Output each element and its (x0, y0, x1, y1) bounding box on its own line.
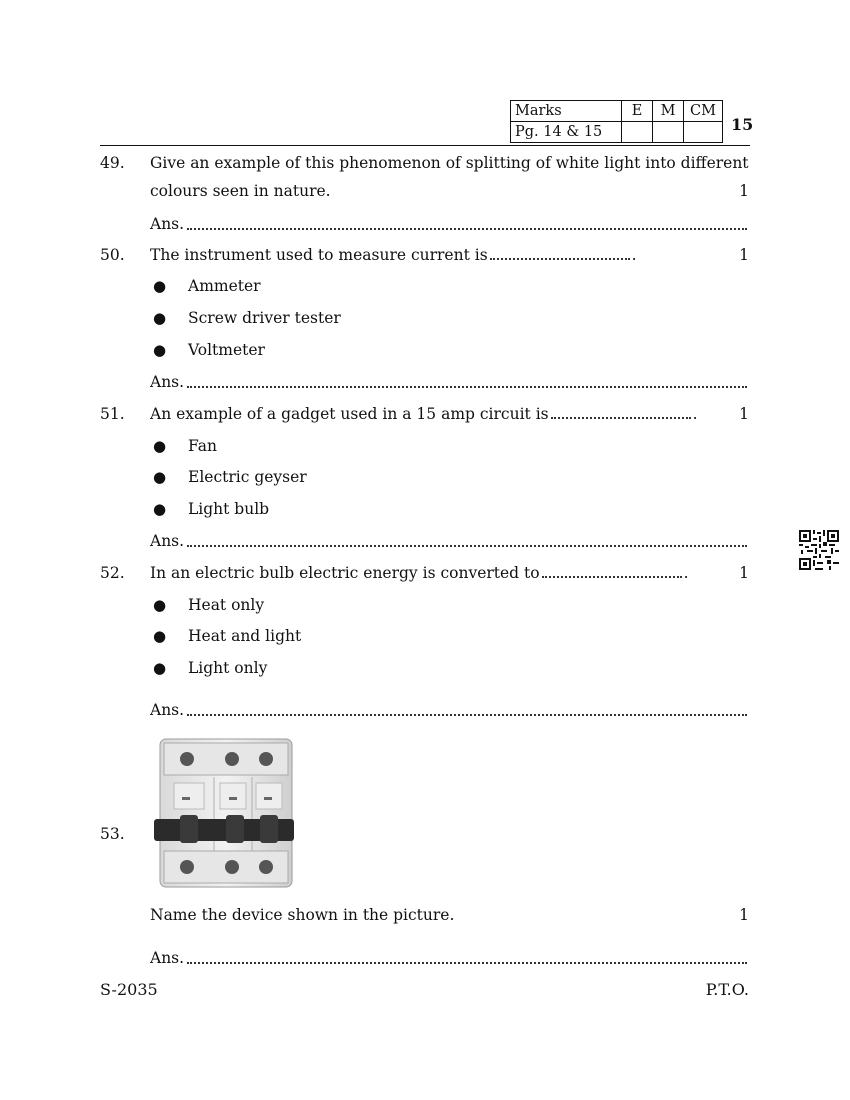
answer-line[interactable] (150, 531, 747, 551)
question-text: The instrument used to measure current is . (150, 246, 637, 264)
answer-label: Ans. (150, 949, 185, 967)
answer-line[interactable] (150, 948, 747, 968)
answer-label: Ans. (150, 532, 185, 550)
answer-label: Ans. (150, 373, 185, 391)
option-label: Voltmeter (188, 341, 265, 359)
question-number: 49. (100, 154, 125, 172)
col-cm-header: CM (684, 101, 723, 122)
option-label: Light only (188, 659, 268, 677)
col-cm-cell (684, 122, 723, 143)
col-m-header: M (653, 101, 684, 122)
bullet-icon: ● (153, 341, 167, 359)
option-label: Heat and light (188, 627, 302, 645)
col-e-cell (622, 122, 653, 143)
answer-line[interactable] (150, 214, 747, 234)
please-turn-over: P.T.O. (705, 980, 749, 999)
bullet-icon: ● (153, 500, 167, 518)
question-marks: 1 (739, 906, 749, 924)
marks-table (510, 100, 723, 143)
answer-label: Ans. (150, 215, 185, 233)
bullet-icon: ● (153, 468, 167, 486)
option-label: Heat only (188, 596, 265, 614)
question-text: An example of a gadget used in a 15 amp circuit is . (150, 405, 698, 423)
question-marks: 1 (739, 182, 749, 200)
question-text: Name the device shown in the picture. (150, 906, 455, 924)
paper-code: S-2035 (100, 980, 158, 999)
col-e-header: E (622, 101, 653, 122)
bullet-icon: ● (153, 437, 167, 455)
question-marks: 1 (739, 246, 749, 264)
circuit-breaker-image (152, 733, 297, 893)
bullet-icon: ● (153, 277, 167, 295)
option-label: Ammeter (188, 277, 261, 295)
question-number: 52. (100, 564, 125, 582)
page-number: 15 (731, 115, 754, 134)
bullet-icon: ● (153, 309, 167, 327)
option-label: Screw driver tester (188, 309, 341, 327)
question-text-continued: colours seen in nature. (150, 182, 331, 200)
option-label: Light bulb (188, 500, 270, 518)
bullet-icon: ● (153, 627, 167, 645)
question-text: In an electric bulb electric energy is converted to . (150, 564, 689, 582)
qr-code-icon (799, 530, 839, 570)
answer-line[interactable] (150, 372, 747, 392)
question-marks: 1 (739, 405, 749, 423)
option-label: Fan (188, 437, 217, 455)
bullet-icon: ● (153, 596, 167, 614)
header-rule (100, 145, 750, 146)
marks-label: Marks (511, 101, 622, 122)
option-label: Electric geyser (188, 468, 307, 486)
answer-line[interactable] (150, 700, 747, 720)
question-number: 53. (100, 825, 125, 843)
pages-label: Pg. 14 & 15 (511, 122, 622, 143)
question-text: Give an example of this phenomenon of splitting of white light into different (150, 154, 749, 172)
bullet-icon: ● (153, 659, 167, 677)
question-marks: 1 (739, 564, 749, 582)
question-number: 51. (100, 405, 125, 423)
answer-label: Ans. (150, 701, 185, 719)
col-m-cell (653, 122, 684, 143)
question-number: 50. (100, 246, 125, 264)
